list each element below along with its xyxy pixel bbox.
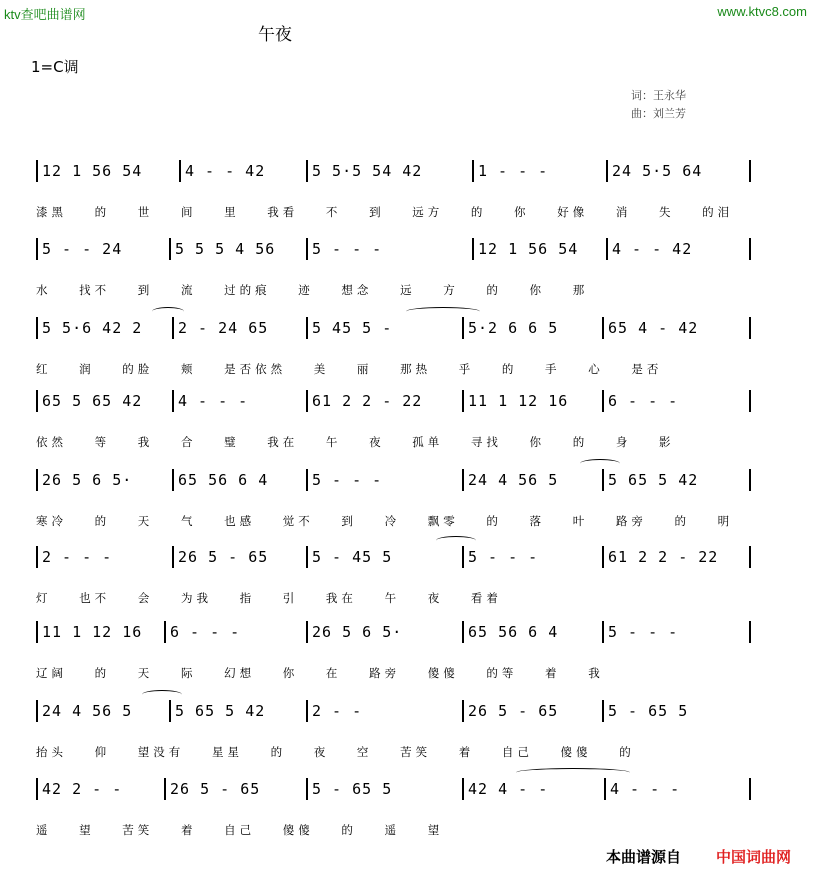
barline — [462, 469, 464, 491]
barline — [602, 469, 604, 491]
lyric-line: 红 润 的脸 颊 是否依然 美 丽 那热 乎 的 手 心 是否 — [36, 362, 663, 376]
measure: 26 5 - 65 — [468, 702, 559, 720]
measure: 65 56 6 4 — [468, 623, 559, 641]
measure: 5 - - - — [468, 548, 539, 566]
measure: 4 - - - — [610, 780, 681, 798]
site-watermark-right: www.ktvc8.com — [717, 4, 807, 19]
site-watermark-left: ktv查吧曲谱网 — [4, 7, 86, 22]
measure: 26 5 - 65 — [170, 780, 261, 798]
barline — [169, 238, 171, 260]
measure: 2 - - — [312, 702, 363, 720]
barline — [36, 546, 38, 568]
measure: 5 - - - — [312, 471, 383, 489]
measure: 5 - - 24 — [42, 240, 123, 258]
barline — [36, 700, 38, 722]
tie-slur — [142, 690, 182, 699]
measure: 5 5 5 4 56 — [175, 240, 276, 258]
score-system — [0, 621, 813, 691]
barline — [179, 160, 181, 182]
barline — [602, 546, 604, 568]
staff-line — [36, 778, 751, 800]
measure: 4 - - - — [178, 392, 249, 410]
measure: 42 2 - - — [42, 780, 123, 798]
measure: 24 5·5 64 — [612, 162, 703, 180]
measure: 24 4 56 5 — [42, 702, 133, 720]
barline — [462, 778, 464, 800]
tie-slur — [436, 536, 476, 545]
measure: 26 5 6 5· — [42, 471, 133, 489]
measure: 5 5·5 54 42 — [312, 162, 423, 180]
measure: 5·2 6 6 5 — [468, 319, 559, 337]
key-signature: 1=C调 — [31, 58, 79, 76]
barline — [606, 238, 608, 260]
barline — [169, 700, 171, 722]
barline — [306, 778, 308, 800]
measure: 5 65 5 42 — [608, 471, 699, 489]
score-system — [0, 390, 813, 460]
barline — [36, 778, 38, 800]
barline — [36, 160, 38, 182]
barline — [306, 317, 308, 339]
lyric-line: 寒冷 的 天 气 也感 觉不 到 冷 飘零 的 落 叶 路旁 的 明 — [36, 514, 734, 528]
barline — [749, 317, 751, 339]
barline — [602, 317, 604, 339]
staff-line — [36, 469, 751, 491]
tie-slur — [516, 768, 630, 777]
staff-line — [36, 317, 751, 339]
lyric-line: 抬头 仰 望没有 星星 的 夜 空 苦笑 着 自己 傻傻 的 — [36, 745, 635, 759]
barline — [462, 317, 464, 339]
tie-slur — [406, 307, 480, 316]
lyricist-credit: 词：王永华 — [631, 89, 686, 102]
barline — [749, 546, 751, 568]
measure: 5 - - - — [312, 240, 383, 258]
barline — [36, 621, 38, 643]
barline — [36, 469, 38, 491]
staff-line — [36, 160, 751, 182]
measure: 65 5 65 42 — [42, 392, 143, 410]
measure: 6 - - - — [170, 623, 241, 641]
barline — [749, 778, 751, 800]
barline — [472, 160, 474, 182]
barline — [602, 621, 604, 643]
measure: 61 2 2 - 22 — [608, 548, 719, 566]
barline — [306, 469, 308, 491]
score-system — [0, 546, 813, 616]
barline — [172, 390, 174, 412]
score-system — [0, 778, 813, 848]
measure: 5 - 65 5 — [608, 702, 689, 720]
footer-source-label: 本曲谱源自 — [606, 848, 682, 866]
measure: 2 - - - — [42, 548, 113, 566]
measure: 11 1 12 16 — [42, 623, 143, 641]
staff-line — [36, 546, 751, 568]
measure: 2 - 24 65 — [178, 319, 269, 337]
measure: 4 - - 42 — [185, 162, 266, 180]
measure: 65 56 6 4 — [178, 471, 269, 489]
barline — [36, 317, 38, 339]
score-system — [0, 238, 813, 308]
barline — [172, 546, 174, 568]
barline — [164, 778, 166, 800]
barline — [749, 621, 751, 643]
measure: 24 4 56 5 — [468, 471, 559, 489]
staff-line — [36, 390, 751, 412]
barline — [172, 469, 174, 491]
measure: 26 5 - 65 — [178, 548, 269, 566]
barline — [604, 778, 606, 800]
score-system — [0, 317, 813, 387]
score-system — [0, 469, 813, 539]
staff-line — [36, 621, 751, 643]
barline — [36, 238, 38, 260]
barline — [306, 160, 308, 182]
measure: 12 1 56 54 — [42, 162, 143, 180]
measure: 1 - - - — [478, 162, 549, 180]
barline — [472, 238, 474, 260]
score-system — [0, 700, 813, 770]
lyric-line: 漆黑 的 世 间 里 我看 不 到 远方 的 你 好像 消 失 的泪 — [36, 205, 734, 219]
measure: 11 1 12 16 — [468, 392, 569, 410]
song-title: 午夜 — [258, 25, 292, 45]
measure: 4 - - 42 — [612, 240, 693, 258]
barline — [306, 238, 308, 260]
lyric-line: 灯 也不 会 为我 指 引 我在 午 夜 看着 — [36, 591, 502, 605]
barline — [164, 621, 166, 643]
barline — [306, 546, 308, 568]
composer-credit: 曲：刘兰芳 — [631, 107, 686, 120]
barline — [172, 317, 174, 339]
tie-slur — [580, 459, 620, 468]
barline — [602, 700, 604, 722]
measure: 65 4 - 42 — [608, 319, 699, 337]
score-system — [0, 160, 813, 230]
measure: 26 5 6 5· — [312, 623, 403, 641]
barline — [462, 700, 464, 722]
barline — [462, 390, 464, 412]
barline — [602, 390, 604, 412]
staff-line — [36, 238, 751, 260]
measure: 5 65 5 42 — [175, 702, 266, 720]
footer-source-site-link[interactable]: 中国词曲网 — [716, 848, 792, 866]
lyric-line: 辽阔 的 天 际 幻想 你 在 路旁 傻傻 的等 着 我 — [36, 666, 604, 680]
barline — [36, 390, 38, 412]
tie-slur — [152, 307, 184, 316]
barline — [462, 621, 464, 643]
barline — [749, 238, 751, 260]
measure: 61 2 2 - 22 — [312, 392, 423, 410]
barline — [749, 160, 751, 182]
measure: 5 45 5 - — [312, 319, 393, 337]
barline — [306, 390, 308, 412]
barline — [306, 621, 308, 643]
barline — [606, 160, 608, 182]
barline — [306, 700, 308, 722]
barline — [462, 546, 464, 568]
measure: 5 - 65 5 — [312, 780, 393, 798]
measure: 6 - - - — [608, 392, 679, 410]
barline — [749, 469, 751, 491]
barline — [749, 390, 751, 412]
measure: 12 1 56 54 — [478, 240, 579, 258]
measure: 5 - - - — [608, 623, 679, 641]
lyric-line: 遥 望 苦笑 着 自己 傻傻 的 遥 望 — [36, 823, 444, 837]
measure: 42 4 - - — [468, 780, 549, 798]
measure: 5 - 45 5 — [312, 548, 393, 566]
measure: 5 5·6 42 2 — [42, 319, 143, 337]
staff-line — [36, 700, 751, 722]
lyric-line: 水 找不 到 流 过的痕 迹 想念 远 方 的 你 那 — [36, 283, 589, 297]
lyric-line: 依然 等 我 合 璧 我在 午 夜 孤单 寻找 你 的 身 影 — [36, 435, 675, 449]
